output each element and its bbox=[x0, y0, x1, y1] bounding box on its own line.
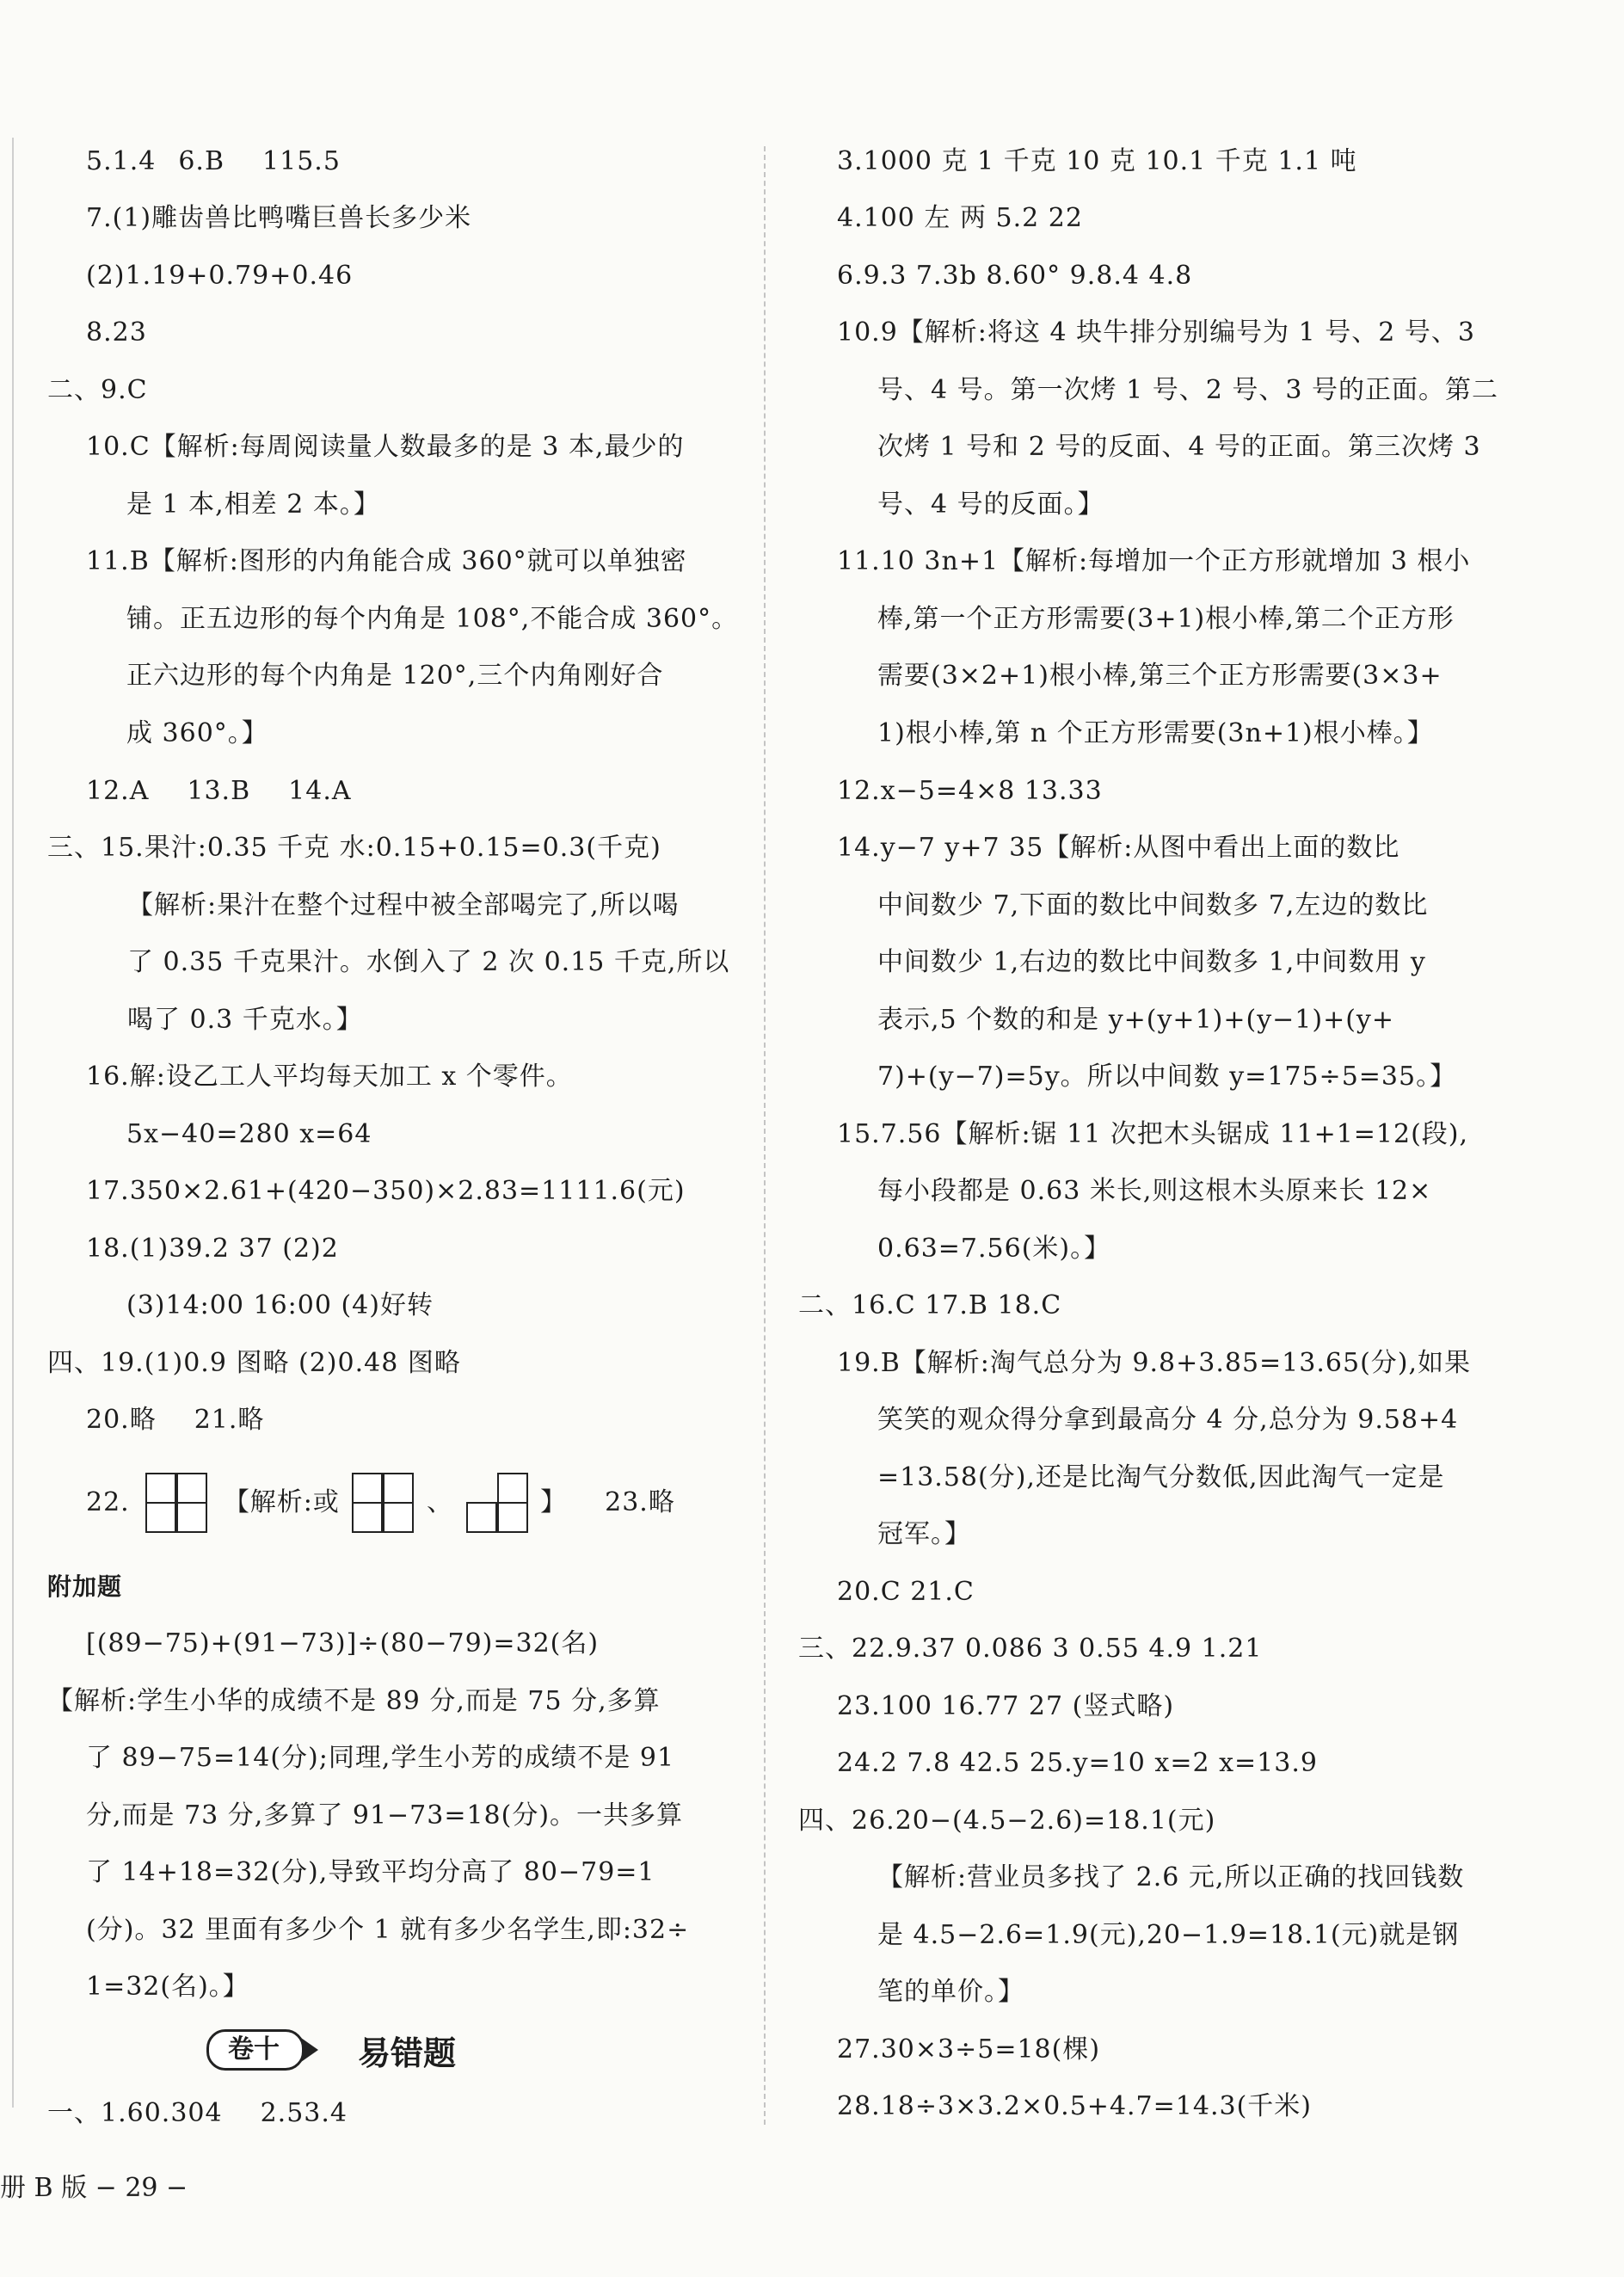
answer-line: 11.B【解析:图形的内角能合成 360°就可以单独密 bbox=[86, 546, 687, 576]
section-heading: 四、19.(1)0.9 图略 (2)0.48 图略 bbox=[47, 1348, 461, 1378]
answer-line: 7.(1)雕齿兽比鸭嘴巨兽长多少米 bbox=[86, 203, 472, 233]
explanation-line: 中间数少 7,下面的数比中间数多 7,左边的数比 bbox=[877, 890, 1429, 920]
section-banner bbox=[206, 2028, 456, 2071]
explanation-line: 了 0.35 千克果汁。水倒入了 2 次 0.15 千克,所以 bbox=[127, 947, 730, 977]
bonus-heading: 附加题 bbox=[47, 1572, 123, 1601]
answer-line: 19.B【解析:淘气总分为 9.8+3.85=13.65(分),如果 bbox=[837, 1348, 1472, 1378]
explanation-line: 是 1 本,相差 2 本。】 bbox=[126, 489, 380, 520]
explanation-line: 表示,5 个数的和是 y+(y+1)+(y−1)+(y+ bbox=[877, 1005, 1395, 1035]
explanation-line: 冠军。】 bbox=[877, 1519, 971, 1549]
answer-line: 18.(1)39.2 37 (2)2 bbox=[86, 1234, 339, 1264]
explanation-line: 次烤 1 号和 2 号的反面、4 号的正面。第三次烤 3 bbox=[877, 432, 1481, 462]
section-heading: 二、16.C 17.B 18.C bbox=[798, 1290, 1062, 1320]
net-figure-2 bbox=[348, 1473, 417, 1535]
answer-line: 27.30×3÷5=18(棵) bbox=[837, 2034, 1101, 2065]
answer-line: 3.1000 克 1 千克 10 克 10.1 千克 1.1 吨 bbox=[837, 146, 1357, 176]
explanation-line: 铺。正五边形的每个内角是 108°,不能合成 360°。 bbox=[126, 604, 739, 634]
answer-line: 8.23 bbox=[86, 317, 147, 348]
answer-line: 20.略 21.略 bbox=[86, 1405, 265, 1435]
explanation-line: 【解析:学生小华的成绩不是 89 分,而是 75 分,多算 bbox=[47, 1686, 661, 1716]
explanation-line: 号、4 号。第一次烤 1 号、2 号、3 号的正面。第二 bbox=[877, 375, 1499, 405]
answer-line: 12.x−5=4×8 13.33 bbox=[837, 776, 1103, 806]
explanation-line: 了 89−75=14(分);同理,学生小芳的成绩不是 91 bbox=[86, 1743, 675, 1773]
answer-line: 5x−40=280 x=64 bbox=[126, 1119, 372, 1149]
answer-line: (2)1.19+0.79+0.46 bbox=[86, 261, 354, 291]
answer-line: 15.7.56【解析:锯 11 次把木头锯成 11+1=12(段), bbox=[837, 1119, 1469, 1149]
explanation-line: 0.63=7.56(米)。】 bbox=[877, 1234, 1111, 1264]
answer-line: 24.2 7.8 42.5 25.y=10 x=2 x=13.9 bbox=[837, 1748, 1318, 1778]
explanation-line: 号、4 号的反面。】 bbox=[877, 489, 1104, 520]
section-heading: 一、1.60.304 2.53.4 bbox=[47, 2098, 348, 2128]
page-footer: 册 B 版 − 29 − bbox=[0, 2173, 188, 2203]
answer-line: 23.100 16.77 27 (竖式略) bbox=[837, 1691, 1175, 1721]
explanation-line: 需要(3×2+1)根小棒,第三个正方形需要(3×3+ bbox=[877, 661, 1443, 691]
explanation-line: 1=32(名)。】 bbox=[86, 1972, 249, 2002]
net-figure-1 bbox=[144, 1473, 211, 1535]
explanation-line: 【解析:营业员多找了 2.6 元,所以正确的找回钱数 bbox=[877, 1862, 1465, 1892]
answer-line: 14.y−7 y+7 35【解析:从图中看出上面的数比 bbox=[837, 833, 1400, 863]
section-heading: 三、22.9.37 0.086 3 0.55 4.9 1.21 bbox=[798, 1634, 1263, 1664]
explanation-line: (分)。32 里面有多少个 1 就有多少名学生,即:32÷ bbox=[86, 1915, 690, 1945]
explanation-line: =13.58(分),还是比淘气分数低,因此淘气一定是 bbox=[877, 1462, 1445, 1492]
answer-line: 10.C【解析:每周阅读量人数最多的是 3 本,最少的 bbox=[86, 432, 685, 462]
answer-line: 28.18÷3×3.2×0.5+4.7=14.3(千米) bbox=[837, 2091, 1312, 2121]
answer-line: 20.C 21.C bbox=[837, 1577, 975, 1607]
explanation-line: 中间数少 1,右边的数比中间数多 1,中间数用 y bbox=[877, 947, 1426, 977]
answer-line: 10.9【解析:将这 4 块牛排分别编号为 1 号、2 号、3 bbox=[837, 317, 1475, 348]
answer-line-22: 22. 【解析:或 、 】 23.略 bbox=[86, 1473, 675, 1535]
answer-line: 4.100 左 两 5.2 22 bbox=[837, 203, 1083, 233]
explanation-line: 成 360°。】 bbox=[126, 718, 268, 748]
answer-line: (3)14:00 16:00 (4)好转 bbox=[126, 1290, 434, 1320]
net-figure-3 bbox=[463, 1473, 532, 1535]
answer-line: [(89−75)+(91−73)]÷(80−79)=32(名) bbox=[86, 1628, 600, 1659]
explanation-line: 分,而是 73 分,多算了 91−73=18(分)。一共多算 bbox=[86, 1800, 684, 1831]
answer-line: 5.1.4 6.B 115.5 bbox=[86, 146, 341, 176]
answer-line: 12.A 13.B 14.A bbox=[86, 776, 352, 806]
explanation-line: 7)+(y−7)=5y。所以中间数 y=175÷5=35。】 bbox=[877, 1062, 1457, 1092]
column-divider bbox=[764, 146, 766, 2125]
explanation-line: 每小段都是 0.63 米长,则这根木头原来长 12× bbox=[877, 1176, 1432, 1206]
answer-line: 11.10 3n+1【解析:每增加一个正方形就增加 3 根小 bbox=[837, 546, 1471, 576]
banner-title: 易错题 bbox=[358, 2034, 457, 2072]
answer-line: 6.9.3 7.3b 8.60° 9.8.4 4.8 bbox=[837, 261, 1193, 291]
explanation-line: 喝了 0.3 千克水。】 bbox=[127, 1005, 363, 1035]
explanation-line: 笑笑的观众得分拿到最高分 4 分,总分为 9.58+4 bbox=[877, 1405, 1459, 1435]
explanation-line: 正六边形的每个内角是 120°,三个内角刚好合 bbox=[126, 661, 664, 691]
volume-badge: 卷十 bbox=[206, 2029, 304, 2071]
explanation-line: 棒,第一个正方形需要(3+1)根小棒,第二个正方形 bbox=[877, 604, 1455, 634]
section-heading: 二、9.C bbox=[47, 375, 148, 405]
explanation-line: 是 4.5−2.6=1.9(元),20−1.9=18.1(元)就是钢 bbox=[877, 1920, 1460, 1950]
section-heading: 三、15.果汁:0.35 千克 水:0.15+0.15=0.3(千克) bbox=[47, 833, 661, 863]
explanation-line: 1)根小棒,第 n 个正方形需要(3n+1)根小棒。】 bbox=[877, 718, 1434, 748]
section-heading: 四、26.20−(4.5−2.6)=18.1(元) bbox=[798, 1806, 1216, 1836]
answer-line: 16.解:设乙工人平均每天加工 x 个零件。 bbox=[86, 1062, 573, 1092]
explanation-line: 笔的单价。】 bbox=[877, 1977, 1024, 2007]
explanation-line: 了 14+18=32(分),导致平均分高了 80−79=1 bbox=[86, 1857, 655, 1887]
answer-line: 17.350×2.61+(420−350)×2.83=1111.6(元) bbox=[86, 1176, 686, 1206]
page-edge-line bbox=[12, 138, 14, 2108]
explanation-line: 【解析:果汁在整个过程中被全部喝完了,所以喝 bbox=[127, 890, 680, 920]
